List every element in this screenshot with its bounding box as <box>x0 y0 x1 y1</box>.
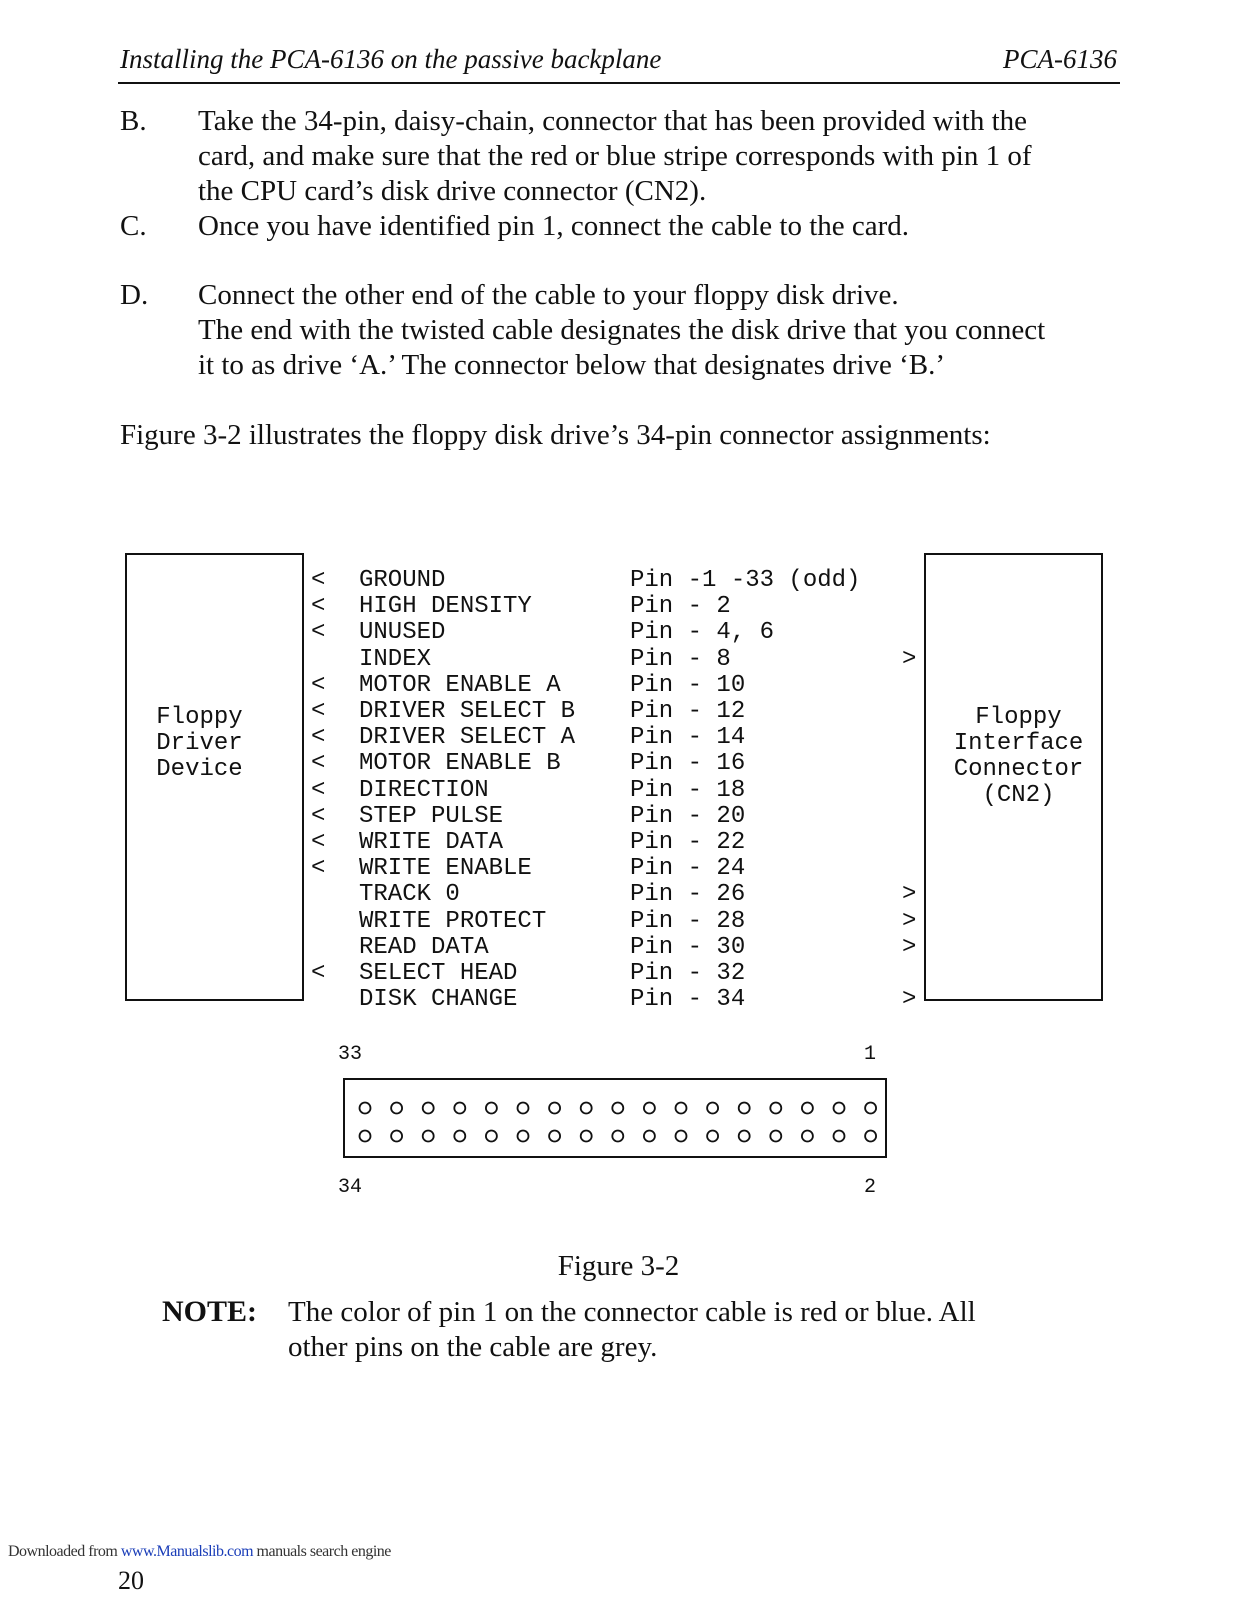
connector-pins <box>345 1080 885 1156</box>
arrow-left-icon: < <box>311 567 326 594</box>
signal-name: TRACK 0 <box>359 881 460 909</box>
signal-pin: Pin - 26 <box>630 881 746 909</box>
signal-pin: Pin - 20 <box>630 802 746 830</box>
arrow-right-icon: > <box>902 645 917 673</box>
signal-name: STEP PULSE <box>359 802 504 830</box>
connector-pin <box>676 1103 687 1114</box>
arrow-left-icon: < <box>311 802 326 830</box>
connector-pin <box>802 1103 813 1114</box>
signal-row <box>0 961 1237 987</box>
arrow-left-icon: < <box>311 698 326 725</box>
connector-pin <box>865 1131 876 1142</box>
step-c-line: Once you have identified pin 1, connect the cable to the card. <box>198 210 910 242</box>
signal-pin: Pin - 2 <box>630 593 731 621</box>
connector-pin <box>802 1131 813 1142</box>
signal-row <box>0 830 1237 856</box>
connector-pin <box>518 1103 529 1114</box>
signal-row <box>0 935 1237 961</box>
signal-row <box>0 725 1237 751</box>
connector-pin <box>676 1131 687 1142</box>
signal-pin: Pin -1 -33 (odd) <box>630 567 861 594</box>
signal-row <box>0 699 1237 725</box>
footer-prefix: Downloaded from <box>8 1543 121 1560</box>
signal-row <box>0 856 1237 882</box>
connector-pin <box>834 1103 845 1114</box>
connector-pin <box>834 1131 845 1142</box>
signal-name: DRIVER SELECT B <box>359 698 576 725</box>
signal-name: MOTOR ENABLE B <box>359 750 561 778</box>
signal-name: HIGH DENSITY <box>359 593 532 621</box>
signal-pin: Pin - 12 <box>630 698 746 725</box>
step-b-line: card, and make sure that the red or blue stripe corresponds with pin 1 of <box>198 140 1032 172</box>
signal-name: DRIVER SELECT A <box>359 724 576 752</box>
arrow-left-icon: < <box>311 671 326 699</box>
arrow-left-icon: < <box>311 776 326 804</box>
floppy-driver-device-label: Floppy Driver Device <box>156 704 243 783</box>
arrow-left-icon: < <box>311 593 326 621</box>
connector-pin <box>865 1103 876 1114</box>
page-number: 20 <box>118 1566 144 1595</box>
signal-list <box>0 568 1237 1018</box>
signal-row <box>0 909 1237 935</box>
running-header-title: Installing the PCA-6136 on the passive backplane <box>120 44 662 74</box>
connector-pin <box>518 1131 529 1142</box>
signal-pin: Pin - 24 <box>630 855 746 883</box>
signal-name: MOTOR ENABLE A <box>359 671 561 699</box>
connector-pin <box>770 1131 781 1142</box>
connector-pin <box>739 1103 750 1114</box>
signal-pin: Pin - 10 <box>630 671 746 699</box>
connector-pin <box>360 1103 371 1114</box>
running-header-model: PCA-6136 <box>1003 44 1117 74</box>
signal-row <box>0 778 1237 804</box>
connector-pin <box>486 1103 497 1114</box>
signal-name: WRITE PROTECT <box>359 907 547 935</box>
step-letter-d: D. <box>120 279 149 311</box>
connector-pin <box>644 1103 655 1114</box>
note-line: other pins on the cable are grey. <box>288 1331 658 1363</box>
signal-pin: Pin - 32 <box>630 960 746 987</box>
signal-name: READ DATA <box>359 933 489 961</box>
signal-pin: Pin - 28 <box>630 907 746 935</box>
connector-pin <box>391 1103 402 1114</box>
step-letter-c: C. <box>120 210 147 242</box>
connector-pin <box>581 1131 592 1142</box>
connector-pin <box>707 1103 718 1114</box>
download-footer <box>8 1543 391 1561</box>
signal-pin: Pin - 4, 6 <box>630 619 775 647</box>
signal-name: DISK CHANGE <box>359 986 518 1014</box>
arrow-left-icon: < <box>311 960 326 987</box>
signal-row <box>0 620 1237 646</box>
signal-pin: Pin - 34 <box>630 986 746 1014</box>
pin-label-1: 1 <box>864 1043 877 1066</box>
signal-name: UNUSED <box>359 619 446 647</box>
step-b-line: the CPU card’s disk drive connector (CN2). <box>198 175 707 207</box>
connector-pin <box>581 1103 592 1114</box>
arrow-right-icon: > <box>902 881 917 909</box>
signal-name: SELECT HEAD <box>359 960 518 987</box>
signal-name: WRITE ENABLE <box>359 855 532 883</box>
connector-pin <box>391 1131 402 1142</box>
connector-pin <box>549 1131 560 1142</box>
signal-name: GROUND <box>359 567 446 594</box>
header-rule <box>118 82 1120 84</box>
signal-row <box>0 804 1237 830</box>
arrow-left-icon: < <box>311 855 326 883</box>
connector-pin <box>423 1103 434 1114</box>
step-d-line: The end with the twisted cable designates the disk drive that you connect <box>198 314 1046 346</box>
signal-pin: Pin - 22 <box>630 829 746 856</box>
signal-row <box>0 647 1237 673</box>
step-b-text <box>198 104 1128 209</box>
connector-pin <box>549 1103 560 1114</box>
note-line: The color of pin 1 on the connector cable is red or blue. All <box>288 1296 976 1328</box>
connector-pin <box>707 1131 718 1142</box>
signal-row <box>0 673 1237 699</box>
arrow-left-icon: < <box>311 724 326 752</box>
signal-pin: Pin - 8 <box>630 645 731 673</box>
signal-name: DIRECTION <box>359 776 489 804</box>
arrow-right-icon: > <box>902 986 917 1014</box>
connector-pin <box>770 1103 781 1114</box>
step-d-text <box>198 278 1128 383</box>
pin-label-2: 2 <box>864 1176 877 1199</box>
pin-label-33: 33 <box>338 1043 363 1066</box>
signal-pin: Pin - 18 <box>630 776 746 804</box>
arrow-right-icon: > <box>902 907 917 935</box>
signal-pin: Pin - 30 <box>630 933 746 961</box>
signal-row <box>0 594 1237 620</box>
connector-pin <box>612 1131 623 1142</box>
connector-pin <box>486 1131 497 1142</box>
floppy-interface-connector-label: Floppy Interface Connector (CN2) <box>953 704 1084 809</box>
signal-pin: Pin - 14 <box>630 724 746 752</box>
signal-row <box>0 882 1237 908</box>
signal-row <box>0 568 1237 594</box>
signal-pin: Pin - 16 <box>630 750 746 778</box>
connector-pin <box>644 1131 655 1142</box>
connector-pin <box>423 1131 434 1142</box>
note-text <box>288 1295 1128 1365</box>
signal-name: WRITE DATA <box>359 829 504 856</box>
connector-pin <box>454 1103 465 1114</box>
figure-caption: Figure 3-2 <box>557 1250 680 1282</box>
connector-pin <box>739 1131 750 1142</box>
arrow-right-icon: > <box>902 933 917 961</box>
step-letter-b: B. <box>120 105 147 137</box>
connector-pin <box>454 1131 465 1142</box>
arrow-left-icon: < <box>311 829 326 856</box>
connector-pin <box>360 1131 371 1142</box>
signal-name: INDEX <box>359 645 432 673</box>
step-c-text <box>198 209 1128 244</box>
step-d-line: Connect the other end of the cable to your floppy disk drive. <box>198 279 899 311</box>
connector-header <box>343 1078 887 1158</box>
footer-suffix: manuals search engine <box>253 1543 391 1560</box>
step-b-line: Take the 34-pin, daisy-chain, connector that has been provided with the <box>198 105 1028 137</box>
pin-label-34: 34 <box>338 1176 363 1199</box>
manualslib-link[interactable]: www.Manualslib.com <box>120 1543 254 1560</box>
signal-row <box>0 751 1237 777</box>
note-label: NOTE: <box>162 1295 258 1328</box>
connector-pin <box>612 1103 623 1114</box>
arrow-left-icon: < <box>311 619 326 647</box>
figure-intro: Figure 3-2 illustrates the floppy disk drive’s 34-pin connector assignments: <box>120 419 991 451</box>
signal-row <box>0 987 1237 1013</box>
step-d-line: it to as drive ‘A.’ The connector below that designates drive ‘B.’ <box>198 349 946 381</box>
arrow-left-icon: < <box>311 750 326 778</box>
